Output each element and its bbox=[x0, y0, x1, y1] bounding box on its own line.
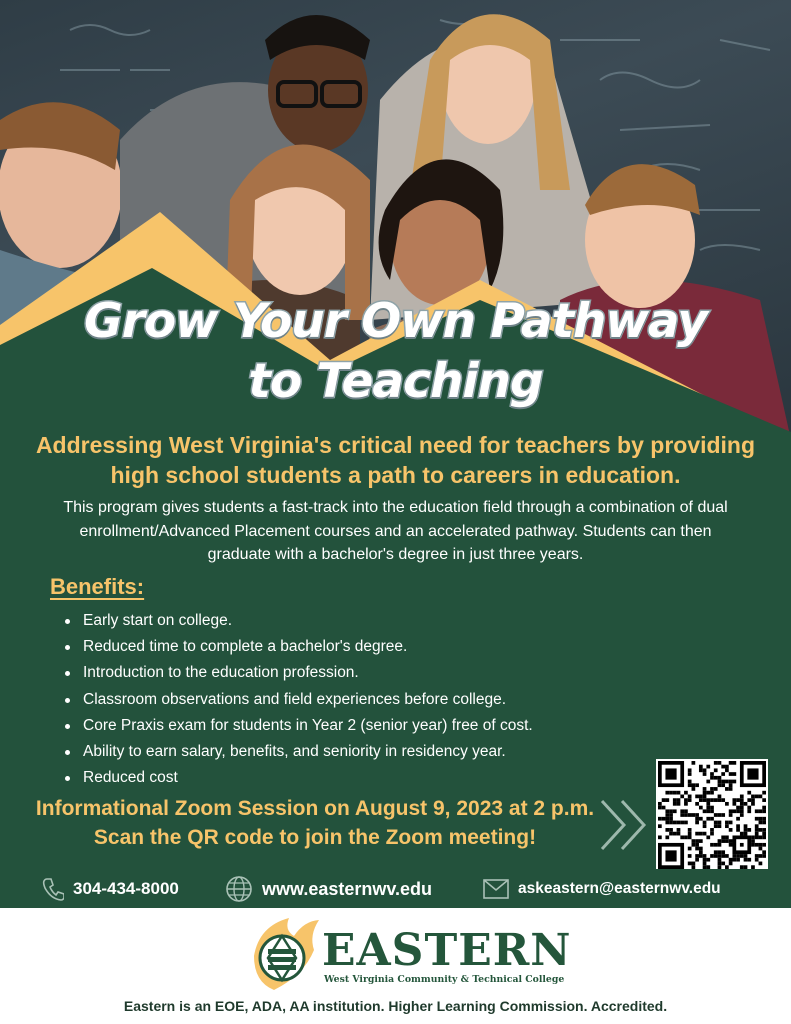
globe-icon bbox=[225, 875, 253, 903]
title-line-1: Grow Your Own Pathway bbox=[84, 294, 707, 349]
page-title bbox=[0, 292, 791, 412]
eastern-eagle-logo-icon bbox=[244, 916, 324, 996]
phone-icon bbox=[42, 877, 64, 901]
email-link[interactable]: askeastern@easternwv.edu bbox=[518, 880, 721, 897]
double-chevron-right-icon bbox=[598, 798, 650, 852]
logo-wordmark: EASTERN bbox=[322, 925, 572, 976]
benefits-heading: Benefits: bbox=[50, 574, 145, 599]
contact-row bbox=[0, 872, 791, 906]
benefit-item: Introduction to the education profession. bbox=[62, 660, 533, 686]
session-qr-instruction: Scan the QR code to join the Zoom meeting! bbox=[93, 826, 537, 849]
qr-code-graphic bbox=[656, 759, 768, 869]
benefit-item: Classroom observations and field experiences before college. bbox=[62, 687, 533, 713]
title-line-2: to Teaching bbox=[248, 354, 543, 409]
envelope-icon bbox=[483, 879, 509, 899]
footer bbox=[0, 908, 791, 1024]
accreditation-disclaimer: Eastern is an EOE, ADA, AA institution. Higher Learning Commission. Accredited. bbox=[123, 998, 668, 1014]
benefit-item: Reduced cost bbox=[62, 765, 533, 791]
session-date: Informational Zoom Session on August 9, 2023 at 2 p.m. bbox=[35, 797, 595, 820]
benefit-item: Core Praxis exam for students in Year 2 (senior year) free of cost. bbox=[62, 713, 533, 739]
benefit-item: Reduced time to complete a bachelor's degree. bbox=[62, 634, 533, 660]
benefit-item: Early start on college. bbox=[62, 608, 533, 634]
qr-code-icon[interactable] bbox=[656, 759, 768, 869]
intro-paragraph: This program gives students a fast-track into the education field through a combination of dual enrollment/Advanced Placement courses and an accelerated pathway. Students can then graduate with a bachelor's degree in just three years. bbox=[63, 499, 728, 563]
benefits-list bbox=[62, 608, 533, 791]
phone-contact[interactable] bbox=[42, 872, 179, 906]
phone-number: 304-434-8000 bbox=[73, 879, 179, 898]
zoom-session-info bbox=[20, 794, 610, 852]
website-contact[interactable] bbox=[225, 872, 432, 906]
subheading: Addressing West Virginia's critical need for teachers by providing high school students a path to careers in education. bbox=[35, 432, 756, 488]
website-link[interactable]: www.easternwv.edu bbox=[262, 878, 433, 899]
logo-subtitle: West Virginia Community & Technical College bbox=[324, 974, 565, 985]
email-contact[interactable] bbox=[483, 872, 721, 906]
eastern-logo bbox=[244, 916, 572, 996]
benefit-item: Ability to earn salary, benefits, and seniority in residency year. bbox=[62, 739, 533, 765]
